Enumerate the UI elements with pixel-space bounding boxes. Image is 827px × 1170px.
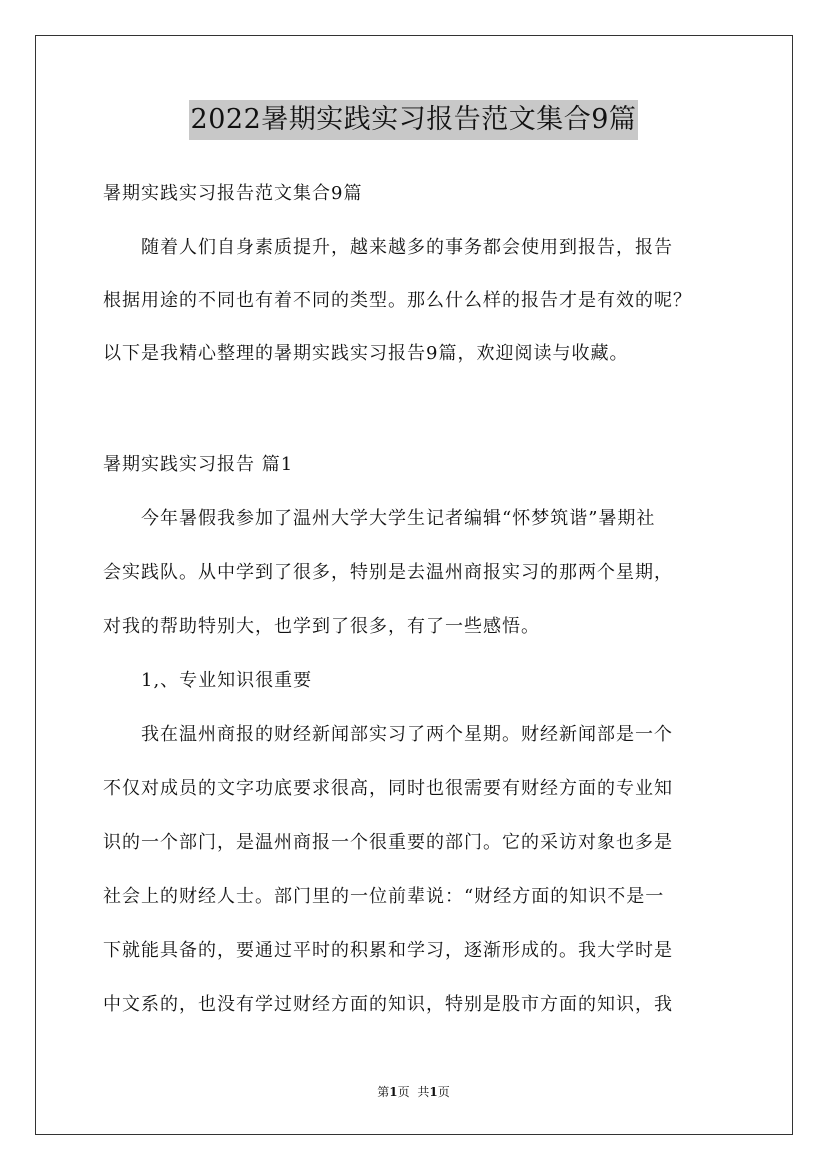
para2-line-1: 我在温州商报的财经新闻部实习了两个星期。财经新闻部是一个 xyxy=(141,724,673,745)
para2-line-5: 下就能具备的，要通过平时的积累和学习，逐渐形成的。我大学时是 xyxy=(103,940,673,961)
document-subtitle: 暑期实践实习报告范文集合9篇 xyxy=(103,183,363,204)
para2-line-2: 不仅对成员的文字功底要求很高，同时也很需要有财经方面的专业知 xyxy=(103,778,673,799)
para2-line-3: 识的一个部门，是温州商报一个很重要的部门。它的采访对象也多是 xyxy=(103,832,673,853)
document-title: 2022暑期实践实习报告范文集合9篇 xyxy=(189,100,639,140)
para1-line-2: 会实践队。从中学到了很多，特别是去温州商报实习的那两个星期， xyxy=(103,562,673,583)
para1-line-1: 今年暑假我参加了温州大学大学生记者编辑“怀梦筑谐”暑期社 xyxy=(141,508,656,529)
intro-line-1: 随着人们自身素质提升，越来越多的事务都会使用到报告，报告 xyxy=(141,237,673,258)
page-footer xyxy=(0,1084,827,1100)
total-label-suffix: 页 xyxy=(437,1085,450,1099)
page-label-prefix: 第 xyxy=(377,1085,390,1099)
para2-line-6: 中文系的，也没有学过财经方面的知识，特别是股市方面的知识，我 xyxy=(103,994,673,1015)
intro-line-3: 以下是我精心整理的暑期实践实习报告9篇，欢迎阅读与收藏。 xyxy=(103,343,629,364)
title-container xyxy=(0,100,827,140)
point1-heading: 1,、专业知识很重要 xyxy=(141,670,313,691)
total-label-prefix: 共 xyxy=(417,1085,430,1099)
page-number: 1 xyxy=(389,1085,398,1099)
intro-line-2: 根据用途的不同也有着不同的类型。那么什么样的报告才是有效的呢？ xyxy=(103,290,692,311)
para1-line-3: 对我的帮助特别大，也学到了很多，有了一些感悟。 xyxy=(103,616,540,637)
para2-line-4: 社会上的财经人士。部门里的一位前辈说：“财经方面的知识不是一 xyxy=(103,886,665,907)
section-heading: 暑期实践实习报告 篇1 xyxy=(103,454,294,475)
total-pages: 1 xyxy=(429,1085,438,1099)
page-label-suffix: 页 xyxy=(397,1085,410,1099)
